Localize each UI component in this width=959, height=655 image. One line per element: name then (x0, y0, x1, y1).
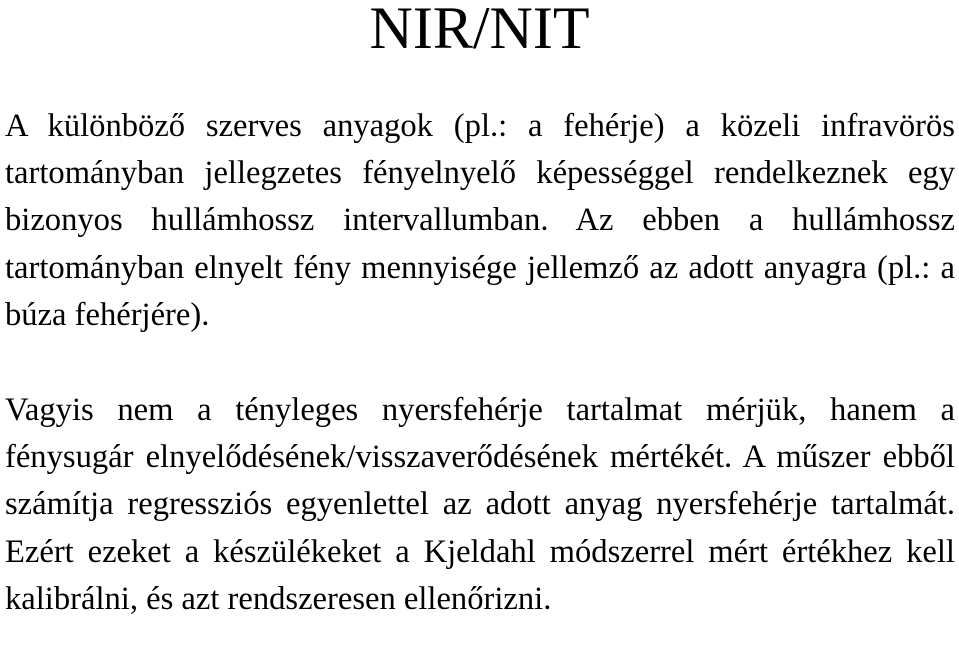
paragraph-measurement-calibration: Vagyis nem a tényleges nyersfehérje tartalmat mérjük, hanem a fénysugár elnyelődésének/visszaverődésének mértékét. A műszer ebből számítja regressziós egyenlettel az adott anyag nyersfehérje tartalmát. Ezért ezeket a készülékeket a Kjeldahl módszerrel mért értékhez kell kalibrálni, és azt rendszeresen ellenőrizni. (5, 392, 955, 617)
slide-title: NIR/NIT (369, 0, 590, 61)
paragraph-nir-principle: A különböző szerves anyagok (pl.: a fehérje) a közeli infravörös tartományban jellegzetes fényelnyelő képességgel rendelkeznek egy bizonyos hullámhossz intervallumban. Az ebben a hullámhossz tartományban elnyelt fény mennyisége jellemző az adott anyagra (pl.: a búza fehérjére). (5, 108, 955, 333)
